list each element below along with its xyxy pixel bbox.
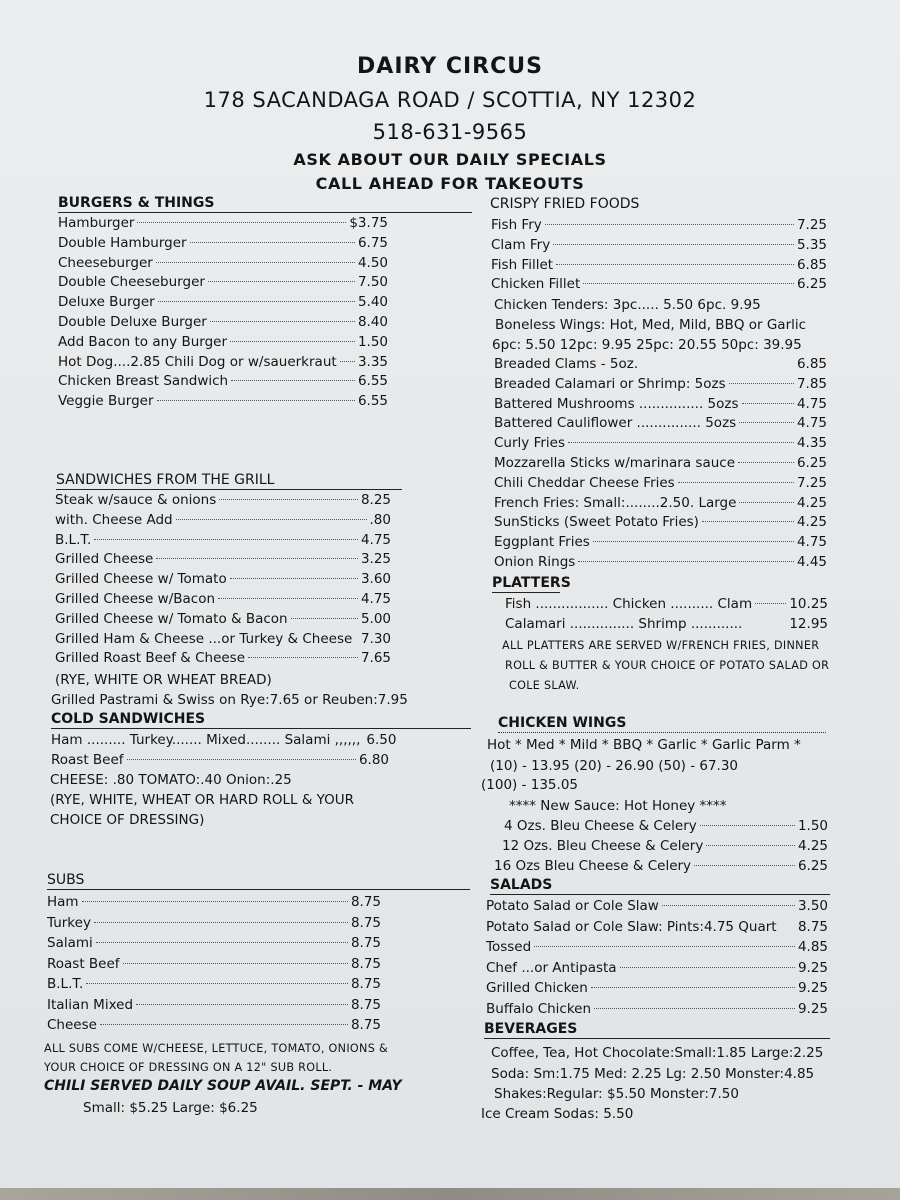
subs-list — [47, 894, 381, 1038]
grill-list — [55, 492, 391, 670]
section-title-cold: COLD SANDWICHES — [51, 711, 471, 729]
item-price: 4.25 — [796, 514, 827, 531]
menu-item — [55, 532, 391, 552]
ice-cream-sodas: Ice Cream Sodas: 5.50 — [481, 1106, 634, 1122]
item-price: 8.75 — [350, 976, 381, 992]
platter-row — [505, 616, 828, 636]
chili-soup-note: CHILI SERVED DAILY SOUP AVAIL. SEPT. - MAY — [44, 1078, 402, 1094]
item-name: Cheese — [47, 1017, 97, 1033]
item-name: Add Bacon to any Burger — [58, 333, 228, 350]
item-price: 6.85 — [796, 256, 827, 273]
item-name: Battered Cauliflower ............... 5ozs — [494, 415, 737, 432]
item-name: Ham ......... Turkey....... Mixed........ Salami ,,,,,, — [51, 732, 361, 748]
item-price: 8.75 — [350, 1017, 381, 1033]
menu-item — [58, 215, 388, 235]
item-name: Roast Beef — [51, 751, 124, 768]
menu-item — [58, 235, 388, 255]
item-name: B.L.T. — [47, 976, 84, 992]
menu-item — [55, 611, 391, 631]
menu-item — [491, 217, 827, 237]
item-price: 3.50 — [797, 898, 828, 914]
item-name: Double Hamburger — [58, 234, 187, 251]
item-name: Hamburger — [58, 215, 135, 231]
menu-item — [51, 732, 397, 752]
platter-row — [505, 596, 828, 616]
item-name: SunSticks (Sweet Potato Fries) — [494, 514, 699, 531]
boneless-wings-prices: 6pc: 5.50 12pc: 9.95 25pc: 20.55 50pc: 39.95 — [492, 337, 802, 353]
item-name: Breaded Clams - 5oz. — [494, 356, 639, 372]
item-price: 7.50 — [357, 274, 388, 291]
item-name: Grilled Chicken — [486, 980, 588, 996]
platters-note-2: ROLL & BUTTER & YOUR CHOICE OF POTATO SALAD OR — [505, 659, 830, 672]
item-name: with. Cheese Add — [55, 511, 173, 528]
item-price: 6.50 — [366, 732, 397, 748]
menu-item — [491, 257, 827, 277]
fried-list — [491, 217, 827, 296]
item-price: 8.75 — [350, 894, 381, 910]
platters-list — [505, 596, 828, 636]
specials-note: ASK ABOUT OUR DAILY SPECIALS — [293, 150, 607, 169]
menu-item — [47, 915, 381, 936]
item-name: Clam Fry — [491, 236, 551, 253]
cold-extras: CHEESE: .80 TOMATO:.40 Onion:.25 — [50, 772, 292, 788]
menu-item — [494, 396, 827, 416]
cold-dressing-note: CHOICE OF DRESSING) — [50, 812, 205, 828]
platter-options: Calamari ............... Shrimp ............ — [505, 615, 743, 632]
menu-item — [55, 650, 391, 670]
item-price: 6.25 — [796, 454, 827, 471]
item-price: 6.55 — [357, 393, 388, 410]
menu-item — [486, 919, 828, 940]
item-name: Deluxe Burger — [58, 294, 155, 311]
item-price: 3.35 — [357, 353, 388, 370]
item-name: Tossed — [486, 939, 532, 955]
item-name: 4 Ozs. Bleu Cheese & Celery — [504, 818, 697, 834]
item-price: 4.50 — [357, 254, 388, 271]
chili-prices: Small: $5.25 Large: $6.25 — [83, 1100, 258, 1116]
menu-item — [55, 631, 391, 651]
item-name: Chicken Breast Sandwich — [58, 373, 229, 390]
item-price: 1.50 — [797, 818, 828, 834]
section-title-beverages: BEVERAGES — [484, 1021, 830, 1039]
item-price: 9.25 — [797, 980, 828, 996]
item-price: 3.25 — [360, 551, 391, 568]
item-price: 7.25 — [796, 474, 827, 491]
bleu-cheese-list — [494, 818, 828, 877]
item-price: 7.85 — [796, 375, 827, 392]
item-name: 12 Ozs. Bleu Cheese & Celery — [502, 837, 704, 854]
item-name: B.L.T. — [55, 531, 92, 548]
item-name: Eggplant Fries — [494, 534, 590, 551]
shake-prices: Shakes:Regular: $5.50 Monster:7.50 — [494, 1086, 739, 1102]
item-price: 8.75 — [350, 996, 381, 1013]
section-title-grill: SANDWICHES FROM THE GRILL — [56, 472, 402, 490]
item-name: Veggie Burger — [58, 393, 154, 410]
item-name: Ham — [47, 894, 79, 910]
burgers-list — [58, 215, 388, 413]
menu-item — [55, 591, 391, 611]
item-price: 1.50 — [357, 333, 388, 350]
item-name: Onion Rings — [494, 553, 576, 570]
wings-sizes-2: (100) - 135.05 — [481, 777, 578, 793]
subs-note-1: ALL SUBS COME W/CHEESE, LETTUCE, TOMATO, ONIONS & — [44, 1042, 388, 1055]
menu-item — [494, 475, 827, 495]
menu-item — [58, 294, 388, 314]
menu-item — [55, 571, 391, 591]
menu-item — [494, 356, 827, 376]
item-price: 6.55 — [357, 373, 388, 390]
menu-item — [58, 334, 388, 354]
item-name: Potato Salad or Cole Slaw — [486, 898, 659, 914]
item-price: 8.75 — [350, 955, 381, 972]
item-name: Grilled Cheese w/Bacon — [55, 590, 216, 607]
item-price: 8.75 — [350, 935, 381, 951]
menu-item — [58, 314, 388, 334]
menu-item — [58, 274, 388, 294]
menu-item — [47, 894, 381, 915]
item-price: 6.85 — [796, 356, 827, 372]
fried-list-2 — [494, 356, 827, 574]
item-name: Mozzarella Sticks w/marinara sauce — [494, 454, 736, 471]
item-price: 4.35 — [796, 435, 827, 452]
menu-item — [58, 354, 388, 374]
item-name: Buffalo Chicken — [486, 1000, 592, 1017]
subs-note-2: YOUR CHOICE OF DRESSING ON A 12" SUB ROLL. — [44, 1061, 333, 1074]
item-price: 5.40 — [357, 294, 388, 311]
chicken-tenders: Chicken Tenders: 3pc..... 5.50 6pc. 9.95 — [494, 297, 761, 313]
restaurant-address: 178 SACANDAGA ROAD / SCOTTIA, NY 12302 — [203, 88, 697, 112]
item-price: 4.25 — [796, 494, 827, 511]
item-name: Grilled Cheese w/ Tomato — [55, 571, 227, 588]
item-name: Grilled Roast Beef & Cheese — [55, 650, 246, 667]
item-name: Roast Beef — [47, 955, 120, 972]
menu-item — [494, 858, 828, 878]
platters-note-3: COLE SLAW. — [509, 679, 580, 692]
item-price: .80 — [369, 511, 391, 528]
item-name: Breaded Calamari or Shrimp: 5ozs — [494, 375, 726, 392]
menu-item — [47, 956, 381, 977]
item-price: 6.25 — [796, 276, 827, 293]
item-name: Hot Dog....2.85 Chili Dog or w/sauerkraut — [58, 353, 337, 370]
item-price: 4.75 — [796, 415, 827, 432]
menu-item — [47, 1017, 381, 1038]
item-price: 5.00 — [360, 610, 391, 627]
item-name: 16 Ozs Bleu Cheese & Celery — [494, 857, 692, 874]
item-name: Chef ...or Antipasta — [486, 959, 617, 976]
menu-item — [486, 898, 828, 919]
item-price: 4.75 — [360, 590, 391, 607]
item-price: 7.30 — [360, 630, 391, 647]
restaurant-phone: 518-631-9565 — [372, 120, 528, 144]
table-surface — [0, 1188, 900, 1200]
menu-item — [47, 997, 381, 1018]
item-name: Potato Salad or Cole Slaw: Pints:4.75 Quart — [486, 918, 777, 935]
item-price: 6.75 — [357, 234, 388, 251]
menu-item — [486, 1001, 828, 1022]
item-name: Fish Fillet — [491, 256, 554, 273]
platter-options: Fish ................. Chicken .......... Clam — [505, 596, 753, 612]
item-price: 8.25 — [360, 492, 391, 508]
restaurant-name: DAIRY CIRCUS — [357, 54, 543, 79]
wings-sizes-1: (10) - 13.95 (20) - 26.90 (50) - 67.30 — [490, 758, 739, 774]
item-price: 5.35 — [796, 236, 827, 253]
item-price: 8.40 — [357, 313, 388, 330]
cold-list — [51, 732, 397, 772]
section-title-burgers: BURGERS & THINGS — [58, 195, 472, 213]
item-price: 12.95 — [789, 615, 828, 632]
menu-item — [494, 495, 827, 515]
menu-item — [58, 373, 388, 393]
menu-item — [494, 534, 827, 554]
section-title-wings: CHICKEN WINGS — [498, 715, 826, 733]
item-name: Salami — [47, 935, 93, 951]
item-name: Grilled Ham & Cheese ...or Turkey & Cheese — [55, 630, 353, 647]
menu-item — [494, 455, 827, 475]
menu-item — [486, 980, 828, 1001]
item-name: Chili Cheddar Cheese Fries — [494, 474, 675, 491]
item-name: Grilled Cheese — [55, 551, 154, 568]
new-sauce-note: **** New Sauce: Hot Honey **** — [509, 798, 727, 814]
item-name: Battered Mushrooms ............... 5ozs — [494, 395, 739, 412]
menu-item — [47, 976, 381, 997]
item-name: Steak w/sauce & onions — [55, 492, 217, 508]
item-price: $3.75 — [349, 215, 388, 231]
hot-drinks: Coffee, Tea, Hot Chocolate:Small:1.85 Large:2.25 — [491, 1045, 824, 1061]
item-price: 4.45 — [796, 553, 827, 570]
item-name: Turkey — [47, 914, 91, 931]
boneless-wings-flavors: Boneless Wings: Hot, Med, Mild, BBQ or Garlic — [495, 317, 807, 333]
item-name: Cheeseburger — [58, 254, 153, 271]
item-price: 10.25 — [789, 596, 828, 612]
section-title-platters: PLATTERS — [492, 575, 571, 591]
item-price: 4.75 — [796, 534, 827, 551]
menu-item — [491, 237, 827, 257]
section-title-fried: CRISPY FRIED FOODS — [490, 196, 640, 212]
menu-item — [494, 376, 827, 396]
menu-item — [494, 838, 828, 858]
item-price: 4.75 — [360, 531, 391, 548]
menu-item — [55, 492, 391, 512]
menu-item — [491, 276, 827, 296]
item-price: 6.80 — [358, 751, 389, 768]
menu-item — [494, 435, 827, 455]
salads-list — [486, 898, 828, 1021]
menu-item — [486, 960, 828, 981]
menu-item — [58, 393, 388, 413]
item-price: 4.85 — [797, 939, 828, 955]
soda-prices: Soda: Sm:1.75 Med: 2.25 Lg: 2.50 Monster:4.85 — [491, 1066, 815, 1082]
item-price: 7.65 — [360, 650, 391, 667]
item-name: Fish Fry — [491, 217, 542, 233]
item-name: Double Deluxe Burger — [58, 313, 207, 330]
item-price: 7.25 — [796, 217, 827, 233]
menu-item — [47, 935, 381, 956]
wings-flavors: Hot * Med * Mild * BBQ * Garlic * Garlic Parm * — [487, 737, 801, 753]
menu-item — [55, 512, 391, 532]
item-price: 4.75 — [796, 395, 827, 412]
item-price: 6.25 — [797, 857, 828, 874]
menu-item — [51, 752, 389, 772]
menu-item — [55, 551, 391, 571]
menu-item — [494, 514, 827, 534]
section-title-subs: SUBS — [47, 872, 470, 890]
item-name: Italian Mixed — [47, 996, 134, 1013]
item-name: Curly Fries — [494, 435, 565, 452]
platters-note-1: ALL PLATTERS ARE SERVED W/FRENCH FRIES, DINNER — [502, 639, 820, 652]
menu-item — [486, 939, 828, 960]
item-name: Double Cheeseburger — [58, 274, 205, 291]
menu-item — [58, 255, 388, 275]
menu-item — [494, 818, 828, 838]
item-name: French Fries: Small:........2.50. Large — [494, 494, 737, 511]
menu-item — [494, 554, 827, 574]
item-name: Grilled Cheese w/ Tomato & Bacon — [55, 610, 288, 627]
item-price: 8.75 — [797, 918, 828, 935]
bread-note: (RYE, WHITE OR WHEAT BREAD) — [55, 672, 272, 688]
item-name: Chicken Fillet — [491, 276, 581, 293]
item-price: 9.25 — [797, 959, 828, 976]
item-price: 8.75 — [350, 914, 381, 931]
item-price: 9.25 — [797, 1000, 828, 1017]
item-price: 3.60 — [360, 571, 391, 588]
cold-bread-note: (RYE, WHITE, WHEAT OR HARD ROLL & YOUR — [50, 792, 355, 808]
pastrami-reuben-note: Grilled Pastrami & Swiss on Rye:7.65 or Reuben:7.95 — [51, 692, 408, 708]
takeout-note: CALL AHEAD FOR TAKEOUTS — [315, 174, 585, 193]
menu-item — [494, 415, 827, 435]
item-price: 4.25 — [797, 837, 828, 854]
section-title-salads: SALADS — [490, 877, 830, 895]
